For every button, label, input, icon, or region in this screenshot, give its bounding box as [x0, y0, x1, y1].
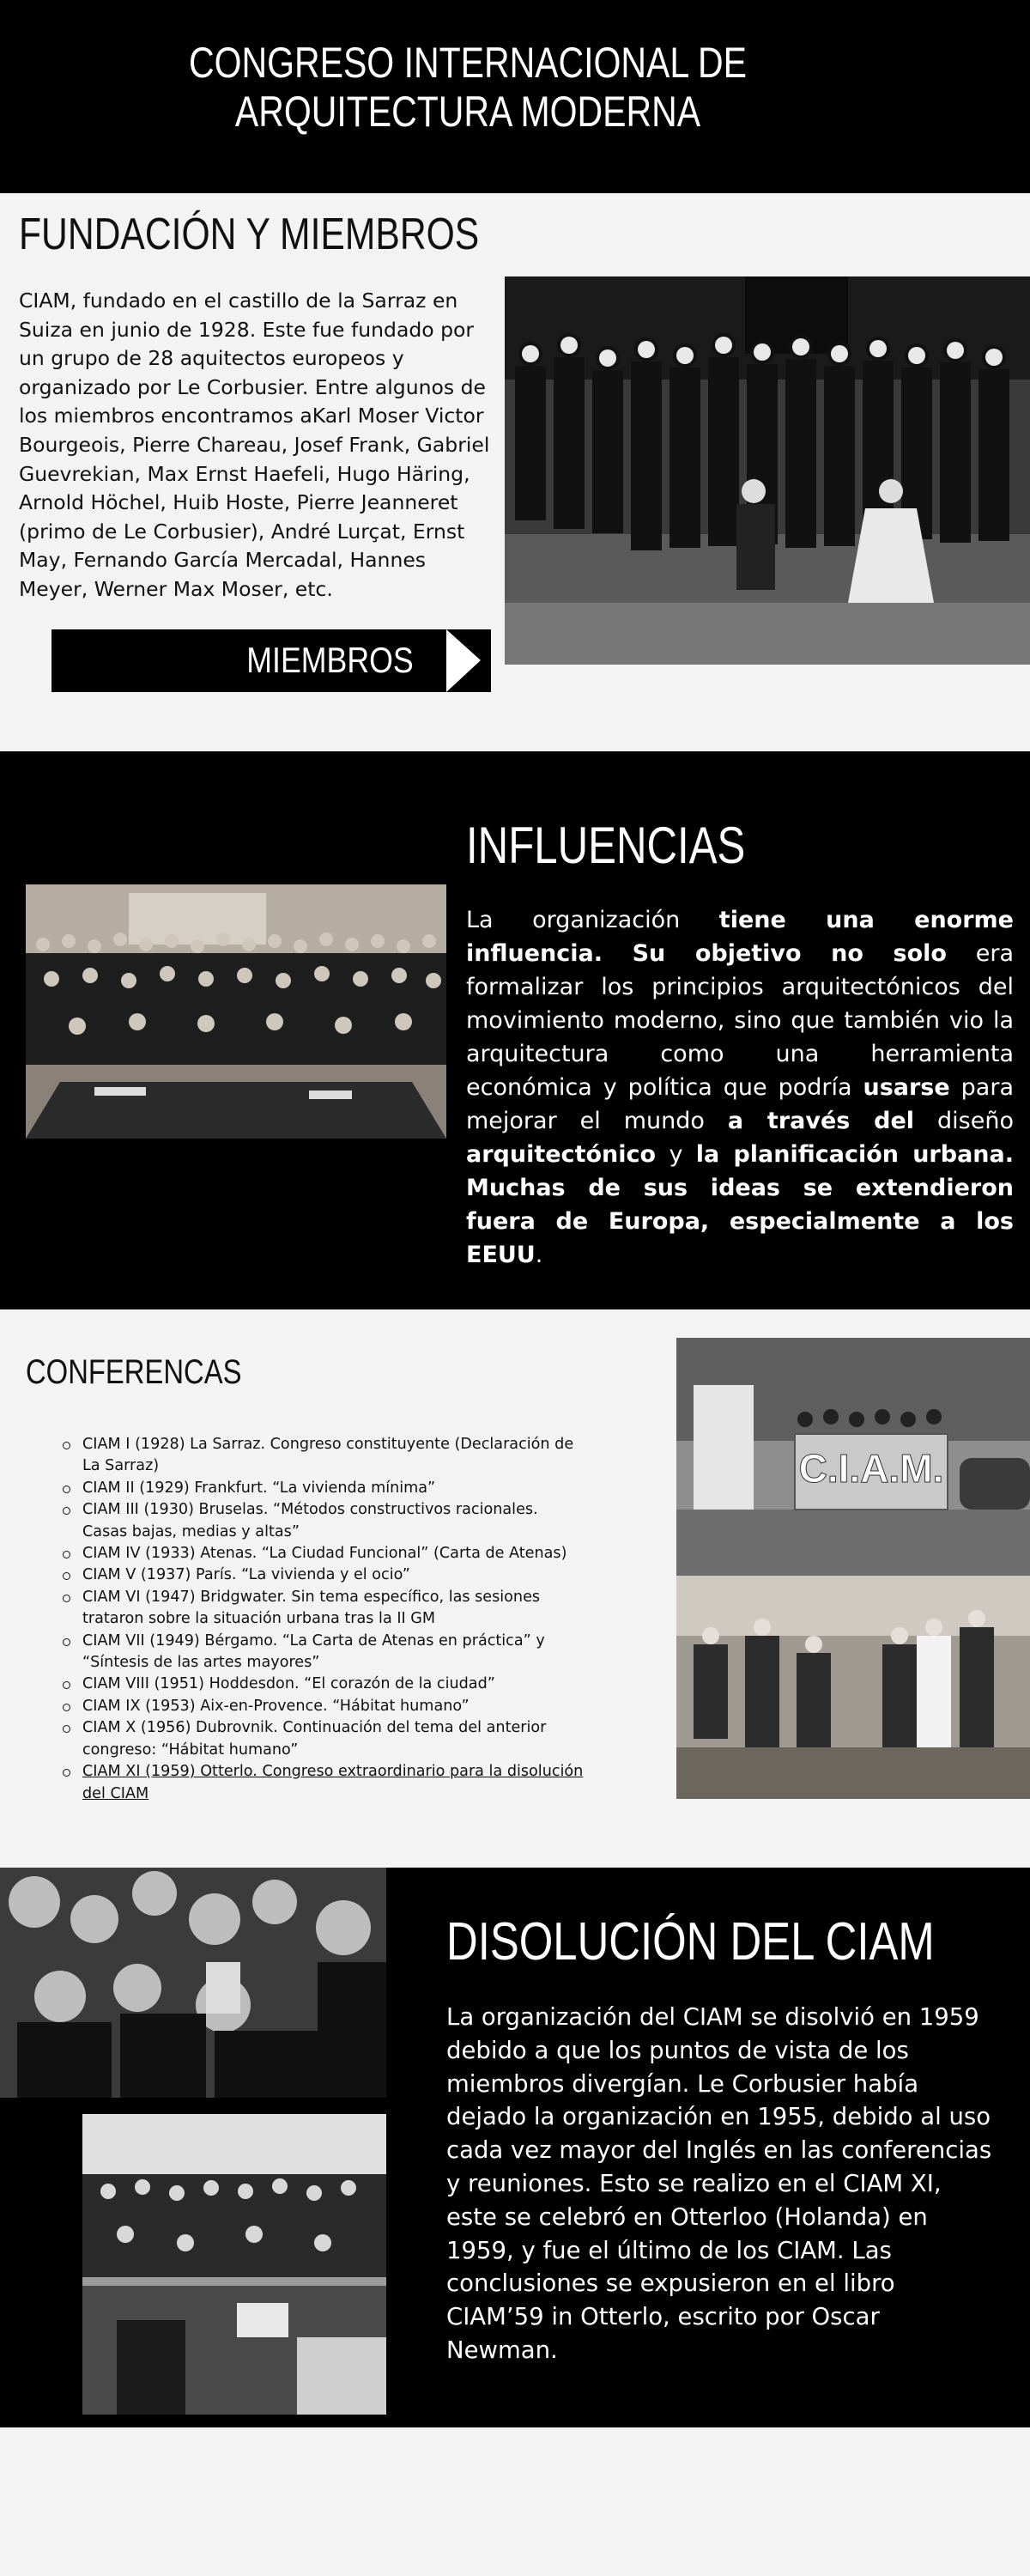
members-button[interactable]: [52, 629, 491, 692]
list-item: CIAM III (1930) Bruselas. “Métodos constructivos racionales. Casas bajas, medias y altas”: [60, 1499, 585, 1543]
page-header: [0, 0, 1030, 193]
list-item: CIAM X (1956) Dubrovnik. Continuación del tema del anterior congreso: “Hábitat humano”: [60, 1717, 585, 1761]
foundation-title: FUNDACIÓN Y MIEMBROS: [19, 210, 480, 259]
influences-text-part: para mejorar el mundo: [466, 1074, 1014, 1134]
influences-title: INFLUENCIAS: [466, 817, 746, 874]
members-button-label: MIEMBROS: [246, 640, 414, 680]
influences-text-part: era formalizar los principios arquitectónicos del movimiento moderno, sino que también vio la arquitectura como una herramienta económica y política que podría: [466, 940, 1014, 1101]
influences-text-part: .: [535, 1242, 543, 1268]
influences-text-bold: arquitectónico: [466, 1141, 657, 1168]
assembly-photo: [676, 1576, 1030, 1799]
influences-text-bold: la planificación urbana. Muchas de sus ideas se extendieron fuera de Europa, especialmente a los EEUU: [466, 1141, 1014, 1268]
list-item: CIAM VII (1949) Bérgamo. “La Carta de Atenas en práctica” y “Síntesis de las artes mayores”: [60, 1631, 585, 1674]
influences-text-part: diseño: [914, 1108, 1014, 1134]
ciam-sign-text: C.I.A.M.: [798, 1446, 944, 1491]
list-item: CIAM IV (1933) Atenas. “La Ciudad Funcional” (Carta de Atenas): [60, 1543, 585, 1564]
influences-text-bold: a través del: [727, 1108, 915, 1134]
list-item: CIAM II (1929) Frankfurt. “La vivienda mínima”: [60, 1478, 585, 1499]
list-item-link[interactable]: CIAM XI (1959) Otterlo. Congreso extraordinario para la disolución del CIAM: [60, 1761, 585, 1805]
influences-text-part: La organización: [466, 907, 719, 933]
founders-group-photo: [505, 276, 1030, 665]
page-title-line2: ARQUITECTURA MODERNA: [234, 88, 701, 136]
influences-text: [466, 903, 1014, 1272]
list-item: CIAM V (1937) París. “La vivienda y el ocio”: [60, 1564, 585, 1586]
play-arrow-icon: [446, 629, 506, 692]
final-congress-photo: [82, 2114, 386, 2415]
influences-text-bold: usarse: [863, 1074, 950, 1101]
dissolution-title: DISOLUCIÓN DEL CIAM: [446, 1912, 935, 1971]
page-title-line1: CONGRESO INTERNACIONAL DE: [188, 39, 748, 87]
conferences-list: [60, 1434, 585, 1805]
meeting-table-photo: [26, 884, 446, 1139]
list-item: CIAM I (1928) La Sarraz. Congreso constituyente (Declaración de La Sarraz): [60, 1434, 585, 1478]
ciam-sign-photo: [676, 1338, 1030, 1576]
list-item: CIAM VIII (1951) Hoddesdon. “El corazón de la ciudad”: [60, 1674, 585, 1695]
conferences-title: CONFERENCAS: [26, 1353, 242, 1391]
list-item: CIAM IX (1953) Aix-en-Provence. “Hábitat humano”: [60, 1696, 585, 1717]
dissolution-text: La organización del CIAM se disolvió en 1959 debido a que los puntos de vista de los miembros divergían. Le Corbusier había dejado la organización en 1955, debido al uso cada vez mayor del Inglés en las conferencias y reuniones. Esto se realizo en el CIAM XI, este se celebró en Otterloo (Holanda) en 1959, y fue el último de los CIAM. Las conclusiones se expusieron en el libro CIAM’59 in Otterlo, escrito por Oscar Newman.: [446, 2003, 992, 2364]
members-closeup-photo: [0, 1868, 386, 2098]
list-item: CIAM VI (1947) Bridgwater. Sin tema específico, las sesiones trataron sobre la situación urbana tras la II GM: [60, 1587, 585, 1631]
influences-text-bold: tiene una enorme influencia. Su objetivo no solo: [466, 907, 1014, 967]
page-title: [84, 39, 851, 137]
influences-text-part: y: [656, 1141, 696, 1168]
foundation-text: CIAM, fundado en el castillo de la Sarraz en Suiza en junio de 1928. Este fue fundado por un grupo de 28 aquitectos europeos y organizado por Le Corbusier. Entre algunos de los miembros encontramos aKarl Moser Victor Bourgeois, Pierre Chareau, Josef Frank, Gabriel Guevrekian, Max Ernst Haefeli, Hugo Häring, Arnold Höchel, Huib Hoste, Pierre Jeanneret (primo de Le Corbusier), André Lurçat, Ernst May, Fernando García Mercadal, Hannes Meyer, Werner Max Moser, etc.: [19, 289, 490, 601]
